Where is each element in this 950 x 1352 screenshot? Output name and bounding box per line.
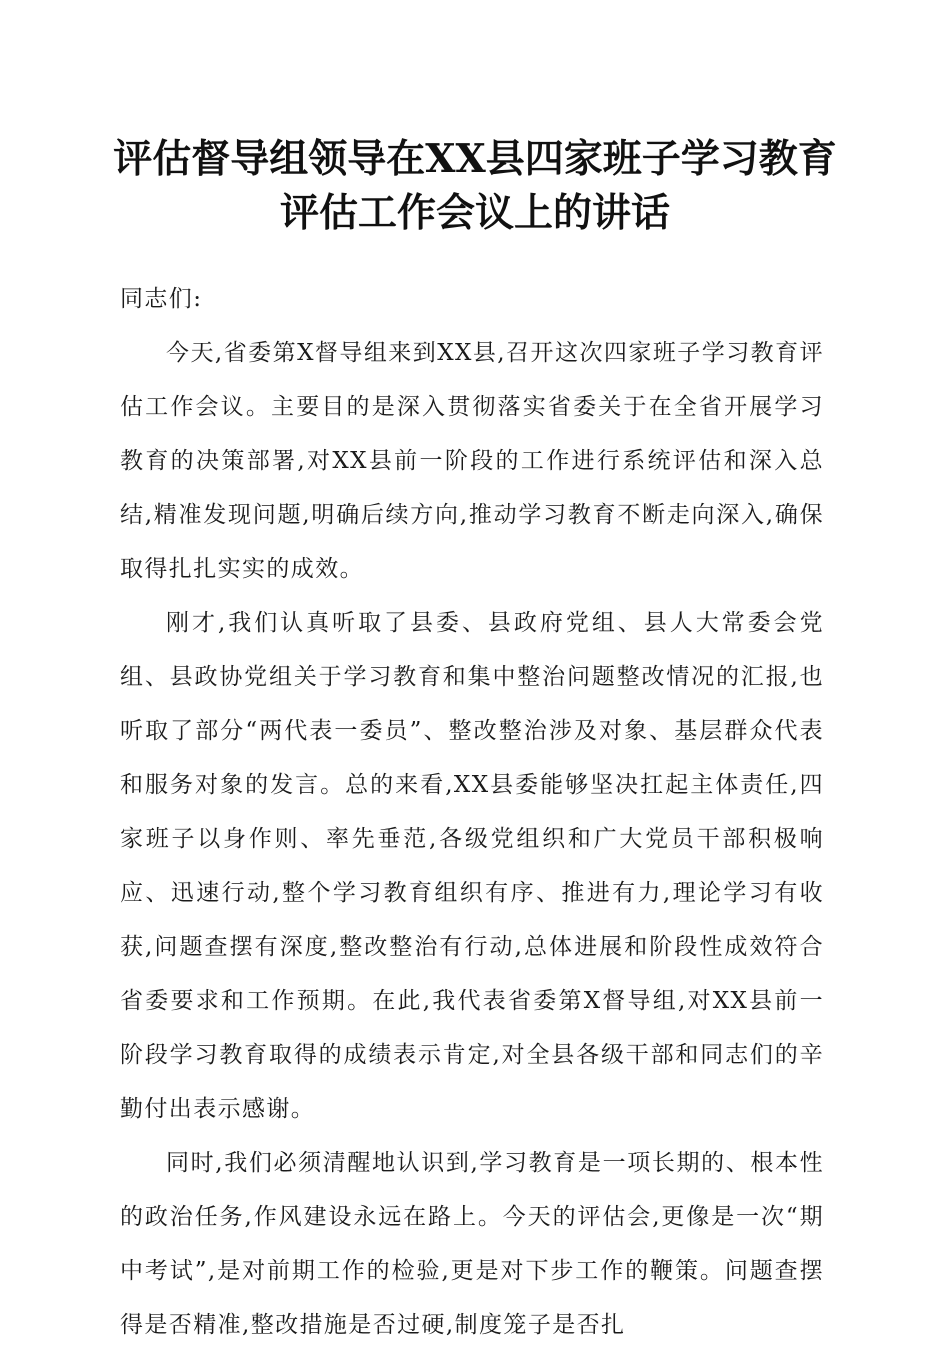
- document-title: 评估督导组领导在XX县四家班子学习教育评估工作会议上的讲话: [113, 136, 837, 236]
- salutation: 同志们:: [120, 286, 203, 312]
- paragraph-3: 同时,我们必须清醒地认识到,学习教育是一项长期的、根本性的政治任务,作风建设永远在路上。今天的评估会,更像是一次“期中考试”,是对前期工作的检验,更是对下步工作的鞭策。问题查摆得是否精准,整改措施是否过硬,制度笼子是否扎: [120, 1150, 824, 1338]
- paragraph-2: 刚才,我们认真听取了县委、县政府党组、县人大常委会党组、县政协党组关于学习教育和集中整治问题整改情况的汇报,也听取了部分“两代表一委员”、整改整治涉及对象、基层群众代表和服务对象的发言。总的来看,XX县委能够坚决扛起主体责任,四家班子以身作则、率先垂范,各级党组织和广大党员干部积极响应、迅速行动,整个学习教育组织有序、推进有力,理论学习有收获,问题查摆有深度,整改整治有行动,总体进展和阶段性成效符合省委要求和工作预期。在此,我代表省委第X督导组,对XX县前一阶段学习教育取得的成绩表示肯定,对全县各级干部和同志们的辛勤付出表示感谢。: [120, 610, 824, 1122]
- paragraph-1: 今天,省委第X督导组来到XX县,召开这次四家班子学习教育评估工作会议。主要目的是深入贯彻落实省委关于在全省开展学习教育的决策部署,对XX县前一阶段的工作进行系统评估和深入总结,精准发现问题,明确后续方向,推动学习教育不断走向深入,确保取得扎扎实实的成效。: [120, 340, 824, 582]
- document-body: [120, 272, 824, 1352]
